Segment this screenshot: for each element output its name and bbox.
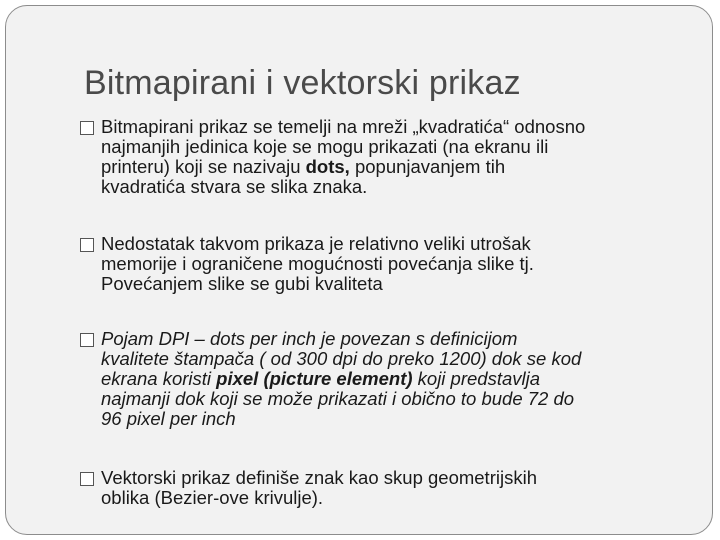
bullet-line: Pojam DPI – dots per inch je povezan s definicijom	[101, 328, 518, 349]
bullet-line: ekrana koristi pixel (picture element) koji predstavlja	[101, 368, 541, 389]
bullet-item	[80, 117, 690, 197]
bullet-line: Povećanjem slike se gubi kvaliteta	[101, 273, 383, 294]
bullet-line: Nedostatak takvom prikaza je relativno veliki utrošak	[101, 233, 531, 254]
checkbox-bullet-icon	[80, 121, 94, 135]
bullet-line: 96 pixel per inch	[101, 408, 236, 429]
checkbox-bullet-icon	[80, 238, 94, 252]
bullet-item	[80, 234, 690, 294]
bullet-line: kvalitete štampača ( od 300 dpi do preko 1200) dok se kod	[101, 348, 582, 369]
bold-term: pixel (picture element)	[216, 368, 413, 389]
slide-title: Bitmapirani i vektorski prikaz	[84, 64, 521, 102]
bullet-line: Bitmapirani prikaz se temelji na mreži „kvadratića“ odnosno	[101, 116, 586, 137]
bullet-text	[101, 468, 690, 508]
bullet-text	[101, 329, 690, 429]
bullet-line: kvadratića stvara se slika znaka.	[101, 176, 368, 197]
bullet-item	[80, 329, 690, 429]
bullet-line: memorije i ograničene mogućnosti povećanja slike tj.	[101, 253, 534, 274]
bullet-text	[101, 234, 690, 294]
checkbox-bullet-icon	[80, 333, 94, 347]
bullet-line: oblika (Bezier-ove krivulje).	[101, 487, 324, 508]
bullet-line: najmanji dok koji se može prikazati i obično to bude 72 do	[101, 388, 575, 409]
bold-term: dots,	[305, 156, 350, 177]
bullet-item	[80, 468, 690, 508]
bullet-line: Vektorski prikaz definiše znak kao skup geometrijskih	[101, 467, 537, 488]
bullet-text	[101, 117, 690, 197]
bullet-line: printeru) koji se nazivaju dots, popunjavanjem tih	[101, 156, 506, 177]
checkbox-bullet-icon	[80, 472, 94, 486]
bullet-line: najmanjih jedinica koje se mogu prikazati (na ekranu ili	[101, 136, 549, 157]
